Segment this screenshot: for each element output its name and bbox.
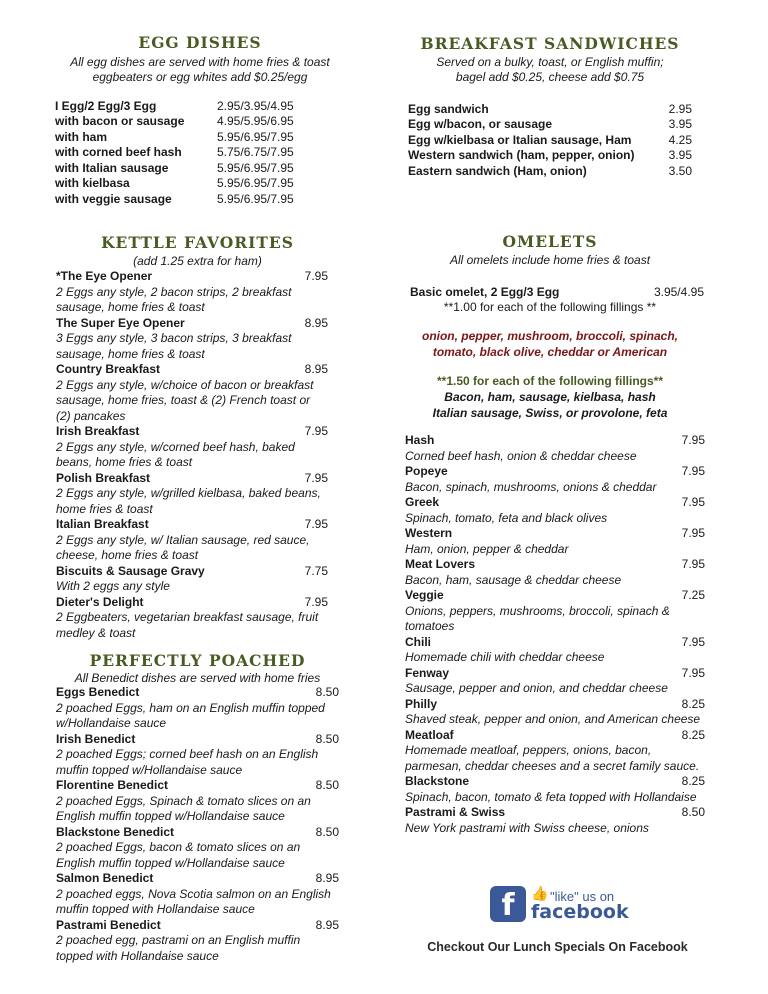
poached-item-price: 8.95 (315, 917, 339, 932)
filling-note-2: **1.50 for each of the following fillings** (436, 374, 664, 388)
lunch-specials-footer: Checkout Our Lunch Specials On Facebook (427, 940, 688, 954)
facebook-f-icon: f (490, 886, 526, 922)
facebook-like-text: "like" us on (550, 889, 615, 904)
omelet-item-price: 8.25 (681, 774, 705, 788)
kettle-item-header (56, 517, 328, 533)
poached-item-description: 2 poached eggs, Nova Scotia salmon on an English muffin topped with Hollandaise sauce (56, 886, 331, 916)
omelet-item-price: 7.95 (681, 634, 705, 649)
omelet-item-name: Fenway (405, 665, 450, 680)
kettle-favorites-list (56, 269, 328, 641)
omelet-item-price: 8.50 (681, 805, 705, 819)
omelet-item-description: Shaved steak, pepper and onion, and American cheese (405, 712, 701, 726)
sandwich-price: 2.95 (668, 101, 692, 116)
omelet-item-description: Corned beef hash, onion & cheddar cheese (405, 448, 637, 463)
egg-dish-price: 5.95/6.95/7.95 (217, 176, 294, 191)
kettle-item (56, 471, 328, 518)
fillings-1a: onion, pepper, mushroom, broccoli, spinach, (421, 329, 679, 343)
egg-dishes-title: EGG DISHES (138, 33, 262, 52)
kettle-item (56, 362, 328, 424)
perfectly-poached-list (56, 685, 339, 964)
omelet-item-description: Spinach, tomato, feta and black olives (405, 510, 608, 525)
kettle-item-name: Irish Breakfast (56, 424, 140, 438)
egg-dish-row (55, 145, 294, 161)
egg-dish-price: 5.95/6.95/7.95 (217, 129, 294, 144)
kettle-item-description: 2 Eggs any style, w/corned beef hash, baked beans, home fries & toast (56, 439, 295, 469)
omelet-item-header (405, 557, 705, 573)
facebook-like-badge[interactable] (490, 884, 640, 926)
sandwich-name: Egg sandwich (408, 101, 489, 116)
poached-item-name: Irish Benedict (56, 731, 136, 746)
sandwich-row (408, 163, 692, 179)
poached-item-price: 8.50 (315, 731, 339, 746)
kettle-item-price: 7.95 (304, 269, 328, 283)
kettle-item (56, 424, 328, 471)
thumbs-up-icon: 👍 (531, 885, 549, 901)
egg-dish-price: 5.95/6.95/7.95 (217, 191, 294, 206)
omelet-item-header (405, 666, 705, 682)
poached-item (56, 918, 339, 965)
omelet-item-header (405, 697, 705, 713)
egg-dish-row (55, 129, 294, 145)
kettle-item-description: 2 Eggs any style, w/choice of bacon or breakfast sausage, home fries, toast & (2) French toast or (2) pancakes (56, 377, 314, 423)
poached-item-price: 8.95 (315, 871, 339, 885)
poached-item-price: 8.50 (315, 685, 339, 699)
omelet-item-header (405, 635, 705, 651)
kettle-item-header (56, 471, 328, 487)
omelets-list (405, 433, 705, 836)
omelet-item (405, 805, 705, 836)
kettle-item-description: 3 Eggs any style, 3 bacon strips, 3 breakfast sausage, home fries & toast (56, 331, 292, 361)
fillings-2a: Bacon, ham, sausage, kielbasa, hash (444, 390, 656, 404)
omelet-item-name: Greek (405, 495, 440, 509)
omelet-item-description: Bacon, ham, sausage & cheddar cheese (405, 572, 622, 587)
breakfast-sandwiches-title: BREAKFAST SANDWICHES (420, 34, 680, 53)
kettle-item (56, 316, 328, 363)
kettle-item-name: Biscuits & Sausage Gravy (56, 563, 205, 578)
kettle-item-name: Country Breakfast (56, 362, 161, 376)
poached-item-description: 2 poached egg, pastrami on an English muffin topped with Hollandaise sauce (56, 933, 301, 963)
omelet-item-price: 7.95 (681, 495, 705, 509)
poached-item-header (56, 871, 339, 887)
omelet-item-header (405, 526, 705, 542)
poached-item (56, 825, 339, 872)
poached-item (56, 732, 339, 779)
kettle-item-price: 7.95 (304, 470, 328, 485)
kettle-item-name: Dieter's Delight (56, 594, 144, 609)
poached-item-header (56, 825, 339, 841)
poached-item-header (56, 732, 339, 748)
kettle-item-price: 7.95 (304, 424, 328, 438)
poached-item-description: 2 poached Eggs, bacon & tomato slices on an English muffin topped w/Hollandaise sauce (56, 840, 301, 870)
egg-dish-name: with Italian sausage (55, 160, 169, 175)
omelet-item-name: Philly (405, 696, 438, 711)
omelet-item-price: 7.95 (681, 665, 705, 680)
kettle-item-name: Polish Breakfast (56, 470, 151, 485)
facebook-wordmark: facebook (531, 901, 629, 923)
poached-item-description: 2 poached Eggs, Spinach & tomato slices on an English muffin topped w/Hollandaise sauce (56, 793, 311, 823)
omelet-item (405, 635, 705, 666)
basic-omelet-row (410, 285, 704, 299)
kettle-item-description: 2 Eggs any style, 2 bacon strips, 2 breakfast sausage, home fries & toast (56, 284, 292, 314)
omelet-item (405, 588, 705, 635)
poached-item-description: 2 poached Eggs; corned beef hash on an English muffin topped w/Hollandaise sauce (56, 747, 319, 777)
poached-item-header (56, 685, 339, 701)
fillings-1b: tomato, black olive, cheddar or American (432, 345, 668, 359)
poached-item-header (56, 778, 339, 794)
poached-item-description: 2 poached Eggs, ham on an English muffin topped w/Hollandaise sauce (56, 700, 325, 730)
sandwich-name: Egg w/kielbasa or Italian sausage, Ham (408, 132, 632, 147)
kettle-item-header (56, 564, 328, 580)
kettle-item-description: 2 Eggbeaters, vegetarian breakfast sausage, fruit medley & toast (56, 610, 319, 640)
egg-dishes-list (55, 98, 294, 207)
omelet-item-header (405, 495, 705, 511)
egg-dish-price: 5.75/6.75/7.95 (217, 145, 294, 160)
egg-dishes-note-1: All egg dishes are served with home fries & toast (70, 55, 330, 69)
kettle-favorites-note: (add 1.25 extra for ham) (133, 254, 262, 268)
kettle-item-price: 8.95 (304, 362, 328, 376)
sandwich-name: Western sandwich (ham, pepper, onion) (408, 148, 635, 163)
omelet-item-description: Ham, onion, pepper & cheddar (405, 541, 569, 556)
kettle-item (56, 564, 328, 595)
omelet-item-header (405, 433, 705, 449)
omelet-item-price: 7.95 (681, 557, 705, 571)
kettle-item-price: 7.95 (304, 594, 328, 609)
sandwich-row (408, 117, 692, 133)
perfectly-poached-title: PERFECTLY POACHED (89, 651, 306, 670)
omelet-item-header (405, 805, 705, 821)
poached-item-header (56, 918, 339, 934)
kettle-item (56, 517, 328, 564)
omelet-item-name: Meat Lovers (405, 557, 476, 571)
omelet-item-description: Homemade chili with cheddar cheese (405, 650, 605, 664)
kettle-item (56, 269, 328, 316)
kettle-item-price: 7.95 (304, 517, 328, 531)
omelet-item-price: 8.25 (681, 727, 705, 742)
omelet-item-name: Western (405, 526, 453, 540)
basic-omelet-name: Basic omelet, 2 Egg/3 Egg (410, 285, 560, 299)
sandwich-row (408, 148, 692, 164)
omelet-item-description: Onions, peppers, mushrooms, broccoli, spinach & tomatoes (405, 603, 670, 633)
egg-dish-row (55, 176, 294, 192)
sandwich-name: Eastern sandwich (Ham, onion) (408, 163, 587, 178)
kettle-item-description: 2 Eggs any style, w/ Italian sausage, red sauce, cheese, home fries & toast (56, 532, 310, 562)
kettle-item-name: Italian Breakfast (56, 517, 149, 531)
omelet-item-price: 7.95 (681, 464, 705, 478)
omelet-item-description: Homemade meatloaf, peppers, onions, bacon, parmesan, cheddar cheeses and a secret family sauce. (405, 743, 700, 773)
kettle-item-description: With 2 eggs any style (56, 579, 170, 593)
egg-dish-row (55, 160, 294, 176)
kettle-item-header (56, 362, 328, 378)
omelet-item (405, 774, 705, 805)
breakfast-sandwiches-note-2: bagel add $0.25, cheese add $0.75 (455, 70, 645, 84)
omelets-note: All omelets include home fries & toast (449, 253, 651, 267)
egg-dish-name: with bacon or sausage (55, 114, 185, 129)
poached-item-price: 8.50 (315, 778, 339, 792)
omelet-item (405, 557, 705, 588)
kettle-item-header (56, 595, 328, 611)
egg-dish-row (55, 191, 294, 207)
egg-dish-row (55, 114, 294, 130)
poached-item (56, 778, 339, 825)
breakfast-sandwiches-list (408, 101, 692, 179)
omelet-item-description: Sausage, pepper and onion, and cheddar cheese (405, 681, 668, 695)
sandwich-row (408, 132, 692, 148)
egg-dish-price: 2.95/3.95/4.95 (217, 98, 294, 113)
omelet-item-name: Hash (405, 433, 435, 447)
egg-dish-row (55, 98, 294, 114)
kettle-item-price: 8.95 (304, 315, 328, 330)
egg-dish-name: with ham (55, 129, 108, 144)
poached-item-name: Pastrami Benedict (56, 917, 161, 932)
omelet-item-price: 7.95 (681, 433, 705, 447)
omelet-item (405, 666, 705, 697)
omelet-item-name: Pastrami & Swiss (405, 805, 506, 819)
sandwich-name: Egg w/bacon, or sausage (408, 117, 553, 132)
egg-dishes-note-2: eggbeaters or egg whites add $0.25/egg (92, 70, 308, 84)
sandwich-price: 3.95 (668, 148, 692, 163)
egg-dish-name: with corned beef hash (55, 145, 182, 160)
sandwich-price: 3.95 (668, 117, 692, 132)
basic-omelet-price: 3.95/4.95 (653, 285, 704, 299)
omelet-item-price: 8.25 (681, 696, 705, 711)
kettle-item-price: 7.75 (304, 563, 328, 578)
kettle-item (56, 595, 328, 642)
omelet-item-description: New York pastrami with Swiss cheese, onions (405, 820, 649, 835)
sandwich-price: 3.50 (668, 163, 692, 178)
omelet-item-description: Bacon, spinach, mushrooms, onions & cheddar (405, 479, 657, 494)
egg-dish-price: 4.95/5.95/6.95 (217, 114, 294, 129)
sandwich-price: 4.25 (668, 132, 692, 147)
omelet-item-price: 7.25 (681, 588, 705, 602)
omelet-item-name: Blackstone (405, 774, 470, 788)
filling-note-1: **1.00 for each of the following fillings ** (443, 300, 657, 314)
omelet-item (405, 728, 705, 775)
breakfast-sandwiches-note-1: Served on a bulky, toast, or English muffin; (436, 55, 664, 69)
poached-item (56, 685, 339, 732)
omelet-item (405, 495, 705, 526)
kettle-item-description: 2 Eggs any style, w/grilled kielbasa, baked beans, home fries & toast (56, 486, 321, 516)
omelet-item-header (405, 728, 705, 744)
omelet-item (405, 697, 705, 728)
poached-item-name: Blackstone Benedict (56, 824, 175, 839)
fillings-2b: Italian sausage, Swiss, or provolone, feta (432, 406, 668, 420)
poached-item (56, 871, 339, 918)
omelet-item-header (405, 588, 705, 604)
omelet-item-name: Popeye (405, 464, 448, 478)
omelet-item (405, 433, 705, 464)
kettle-item-name: The Super Eye Opener (56, 315, 185, 330)
poached-item-name: Eggs Benedict (56, 685, 140, 699)
sandwich-row (408, 101, 692, 117)
omelet-item-price: 7.95 (681, 526, 705, 540)
fillings-list-1 (395, 328, 705, 360)
omelet-item (405, 464, 705, 495)
egg-dish-name: with kielbasa (55, 176, 130, 191)
omelet-item-name: Chili (405, 634, 431, 649)
fillings-list-2 (395, 389, 705, 421)
omelet-item (405, 526, 705, 557)
kettle-item-header (56, 316, 328, 332)
omelet-item-description: Spinach, bacon, tomato & feta topped with Hollandaise (405, 789, 697, 804)
omelet-item-header (405, 464, 705, 480)
kettle-item-header (56, 424, 328, 440)
egg-dish-name: with veggie sausage (55, 191, 172, 206)
kettle-item-header (56, 269, 328, 285)
omelet-item-name: Meatloaf (405, 727, 454, 742)
kettle-item-name: *The Eye Opener (56, 269, 153, 283)
perfectly-poached-note: All Benedict dishes are served with home fries (74, 671, 321, 685)
poached-item-name: Salmon Benedict (56, 871, 154, 885)
egg-dish-name: I Egg/2 Egg/3 Egg (55, 98, 157, 113)
omelet-item-name: Veggie (405, 588, 444, 602)
poached-item-price: 8.50 (315, 824, 339, 839)
egg-dish-price: 5.95/6.95/7.95 (217, 160, 294, 175)
omelet-item-header (405, 774, 705, 790)
poached-item-name: Florentine Benedict (56, 778, 169, 792)
omelets-title: OMELETS (502, 232, 598, 251)
kettle-favorites-title: KETTLE FAVORITES (101, 233, 294, 252)
